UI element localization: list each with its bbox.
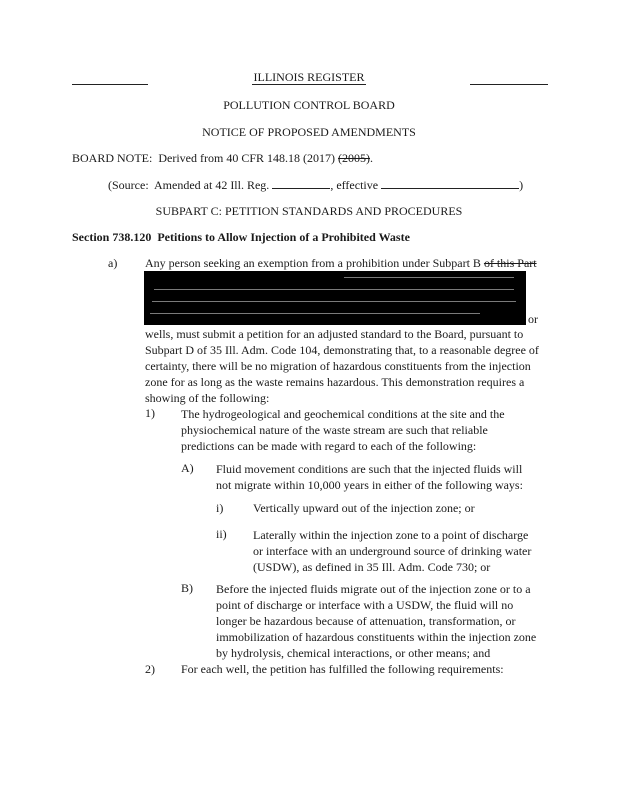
item-A-marker: A)	[181, 461, 194, 475]
board-note	[72, 151, 373, 166]
section-heading	[72, 230, 410, 245]
board-note-struck: (2005)	[338, 151, 370, 165]
redaction-block	[144, 271, 526, 325]
board-note-end: .	[370, 151, 373, 165]
effective-blank	[381, 178, 519, 189]
para-a-line1: Any person seeking an exemption from a prohibition under Subpart B of this Part	[145, 256, 537, 270]
item-A-text: Fluid movement conditions are such that the injected fluids will not migrate within 10,000 years in either of the following ways:	[216, 462, 523, 492]
reg-blank	[272, 178, 330, 189]
item-ii-marker: ii)	[216, 527, 227, 541]
source-line	[108, 178, 523, 193]
item-2-marker: 2)	[145, 662, 155, 676]
notice-title: NOTICE OF PROPOSED AMENDMENTS	[202, 125, 416, 139]
section-number: Section 738.120	[72, 230, 152, 244]
board-note-label: BOARD NOTE:	[72, 151, 153, 165]
item-B-marker: B)	[181, 581, 193, 595]
item-ii-text: Laterally within the injection zone to a point of discharge or interface with an underground source of drinking water (USDW), as defined in 35 Ill. Adm. Code 730; or	[253, 528, 532, 574]
header-rule-center	[252, 84, 366, 85]
item-i-marker: i)	[216, 501, 224, 515]
source-open: (Source:	[108, 178, 149, 192]
para-a-struck: of this Part	[483, 256, 537, 270]
para-a-redacted-tail: or	[528, 312, 538, 326]
item-i-text: Vertically upward out of the injection zone; or	[253, 501, 475, 515]
section-title: Petitions to Allow Injection of a Prohibited Waste	[157, 230, 410, 244]
item-2-text: For each well, the petition has fulfilled the following requirements:	[181, 662, 504, 676]
subpart-title: SUBPART C: PETITION STANDARDS AND PROCEDURES	[155, 204, 463, 218]
para-a-marker: a)	[108, 256, 118, 270]
item-B-text: Before the injected fluids migrate out of the injection zone or to a point of discharge or interface with a USDW, the fluid will no longer be hazardous because of attenuation, transformation, or immobilization of hazardous constituents within the injection zone by hydrolysis, chemical interactions, or other means; and	[216, 582, 537, 660]
header-rule-left	[72, 84, 148, 85]
source-amended: Amended at 42 Ill. Reg.	[154, 178, 270, 192]
source-close: )	[519, 178, 524, 192]
board-title: POLLUTION CONTROL BOARD	[223, 98, 395, 112]
board-note-text: Derived from 40 CFR 148.18 (2017)	[158, 151, 335, 165]
item-1-text: The hydrogeological and geochemical conditions at the site and the physiochemical nature of the waste stream are such that reliable predictions can be made with regard to each of the following:	[181, 407, 505, 453]
header-rule-right	[470, 84, 548, 85]
para-a-body: wells, must submit a petition for an adjusted standard to the Board, pursuant to Subpart D of 35 Ill. Adm. Code 104, demonstrating that, to a reasonable degree of certainty, there will be no migration of hazardous constituents from the injection zone for as long as the waste remains hazardous. This demonstration requires a showing of the following:	[145, 327, 539, 405]
register-title: ILLINOIS REGISTER	[253, 70, 365, 84]
source-effective: , effective	[330, 178, 379, 192]
item-1-marker: 1)	[145, 406, 155, 420]
